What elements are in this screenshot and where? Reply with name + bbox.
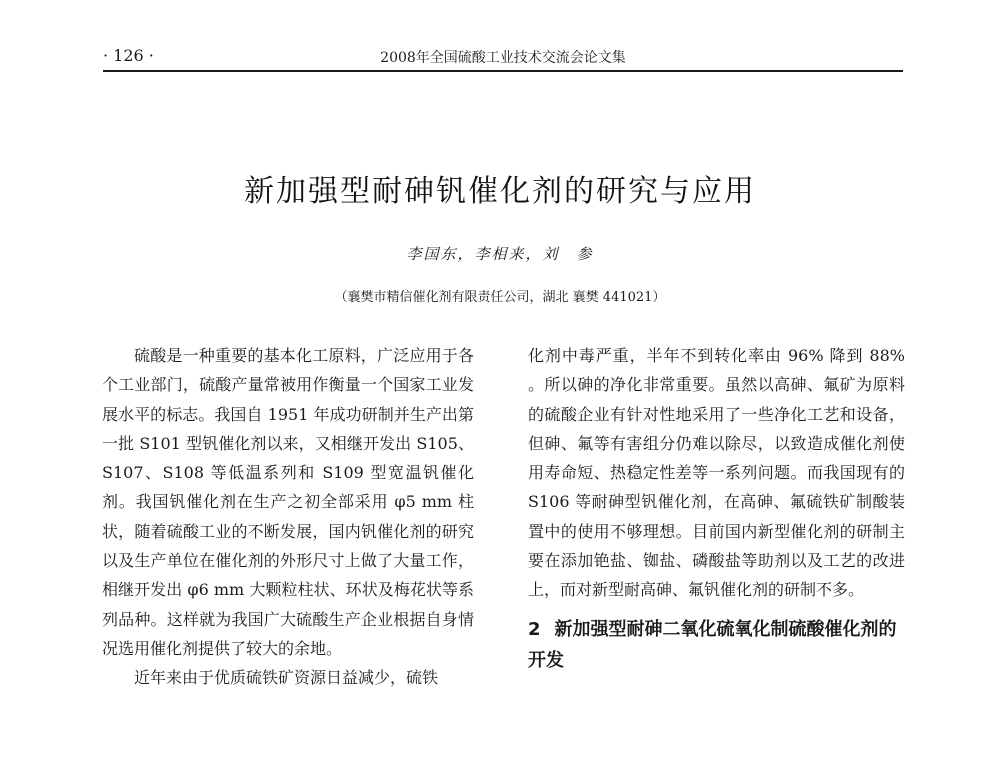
header-rule <box>103 70 903 72</box>
body-paragraph: 化剂中毒严重，半年不到转化率由 96% 降到 88% 。所以砷的净化非常重要。虽然以高砷、氟矿为原料的硫酸企业有针对性地采用了一些净化工艺和设备，但砷、氟等有害组分仍难以除尽，以致造成催化剂使用寿命短、热稳定性差等一系列问题。而我国现有的 S106 等耐砷型钒催化剂，在高砷、氟硫铁矿制酸装置中的使用不够理想。目前国内新型催化剂的研制主要在添加铯盐、铷盐、磷酸盐等助剂以及工艺的改进上，而对新型耐高砷、氟钒催化剂的研制不多。 <box>528 346 905 600</box>
body-paragraph: 硫酸是一种重要的基本化工原料，广泛应用于各个工业部门，硫酸产量常被用作衡量一个国家工业发展水平的标志。我国自 1951 年成功研制并生产出第一批 S101 型钒催化剂以来，又相继开发出 S105、S107、S108 等低温系列和 S109 型宽温钒催化剂。我国钒催化剂在生产之初全部采用 φ5 mm 柱状，随着硫酸工业的不断发展，国内钒催化剂的研究以及生产单位在催化剂的外形尺寸上做了大量工作，相继开发出 φ6 mm 大颗粒柱状、环状及梅花状等系列品种。这样就为我国广大硫酸生产企业根据自身情况选用催化剂提供了较大的余地。 <box>102 346 474 658</box>
left-column <box>102 341 474 693</box>
journal-title: 2008年全国硫酸工业技术交流会论文集 <box>380 50 626 66</box>
page-number: · 126 · <box>103 46 154 65</box>
body-paragraph: 近年来由于优质硫铁矿资源日益减少，硫铁 <box>134 668 439 688</box>
article-title: 新加强型耐砷钒催化剂的研究与应用 <box>244 174 756 209</box>
section-number: 2 <box>528 618 541 640</box>
section-title: 新加强型耐砷二氧化硫氧化制硫酸催化剂的开发 <box>528 618 897 671</box>
article-affiliation: （襄樊市精信催化剂有限责任公司，湖北 襄樊 441021） <box>334 290 666 305</box>
article-authors: 李国东，李相来，刘 参 <box>406 245 594 263</box>
right-column <box>528 341 905 676</box>
running-header <box>103 46 903 70</box>
section-heading <box>528 614 905 676</box>
